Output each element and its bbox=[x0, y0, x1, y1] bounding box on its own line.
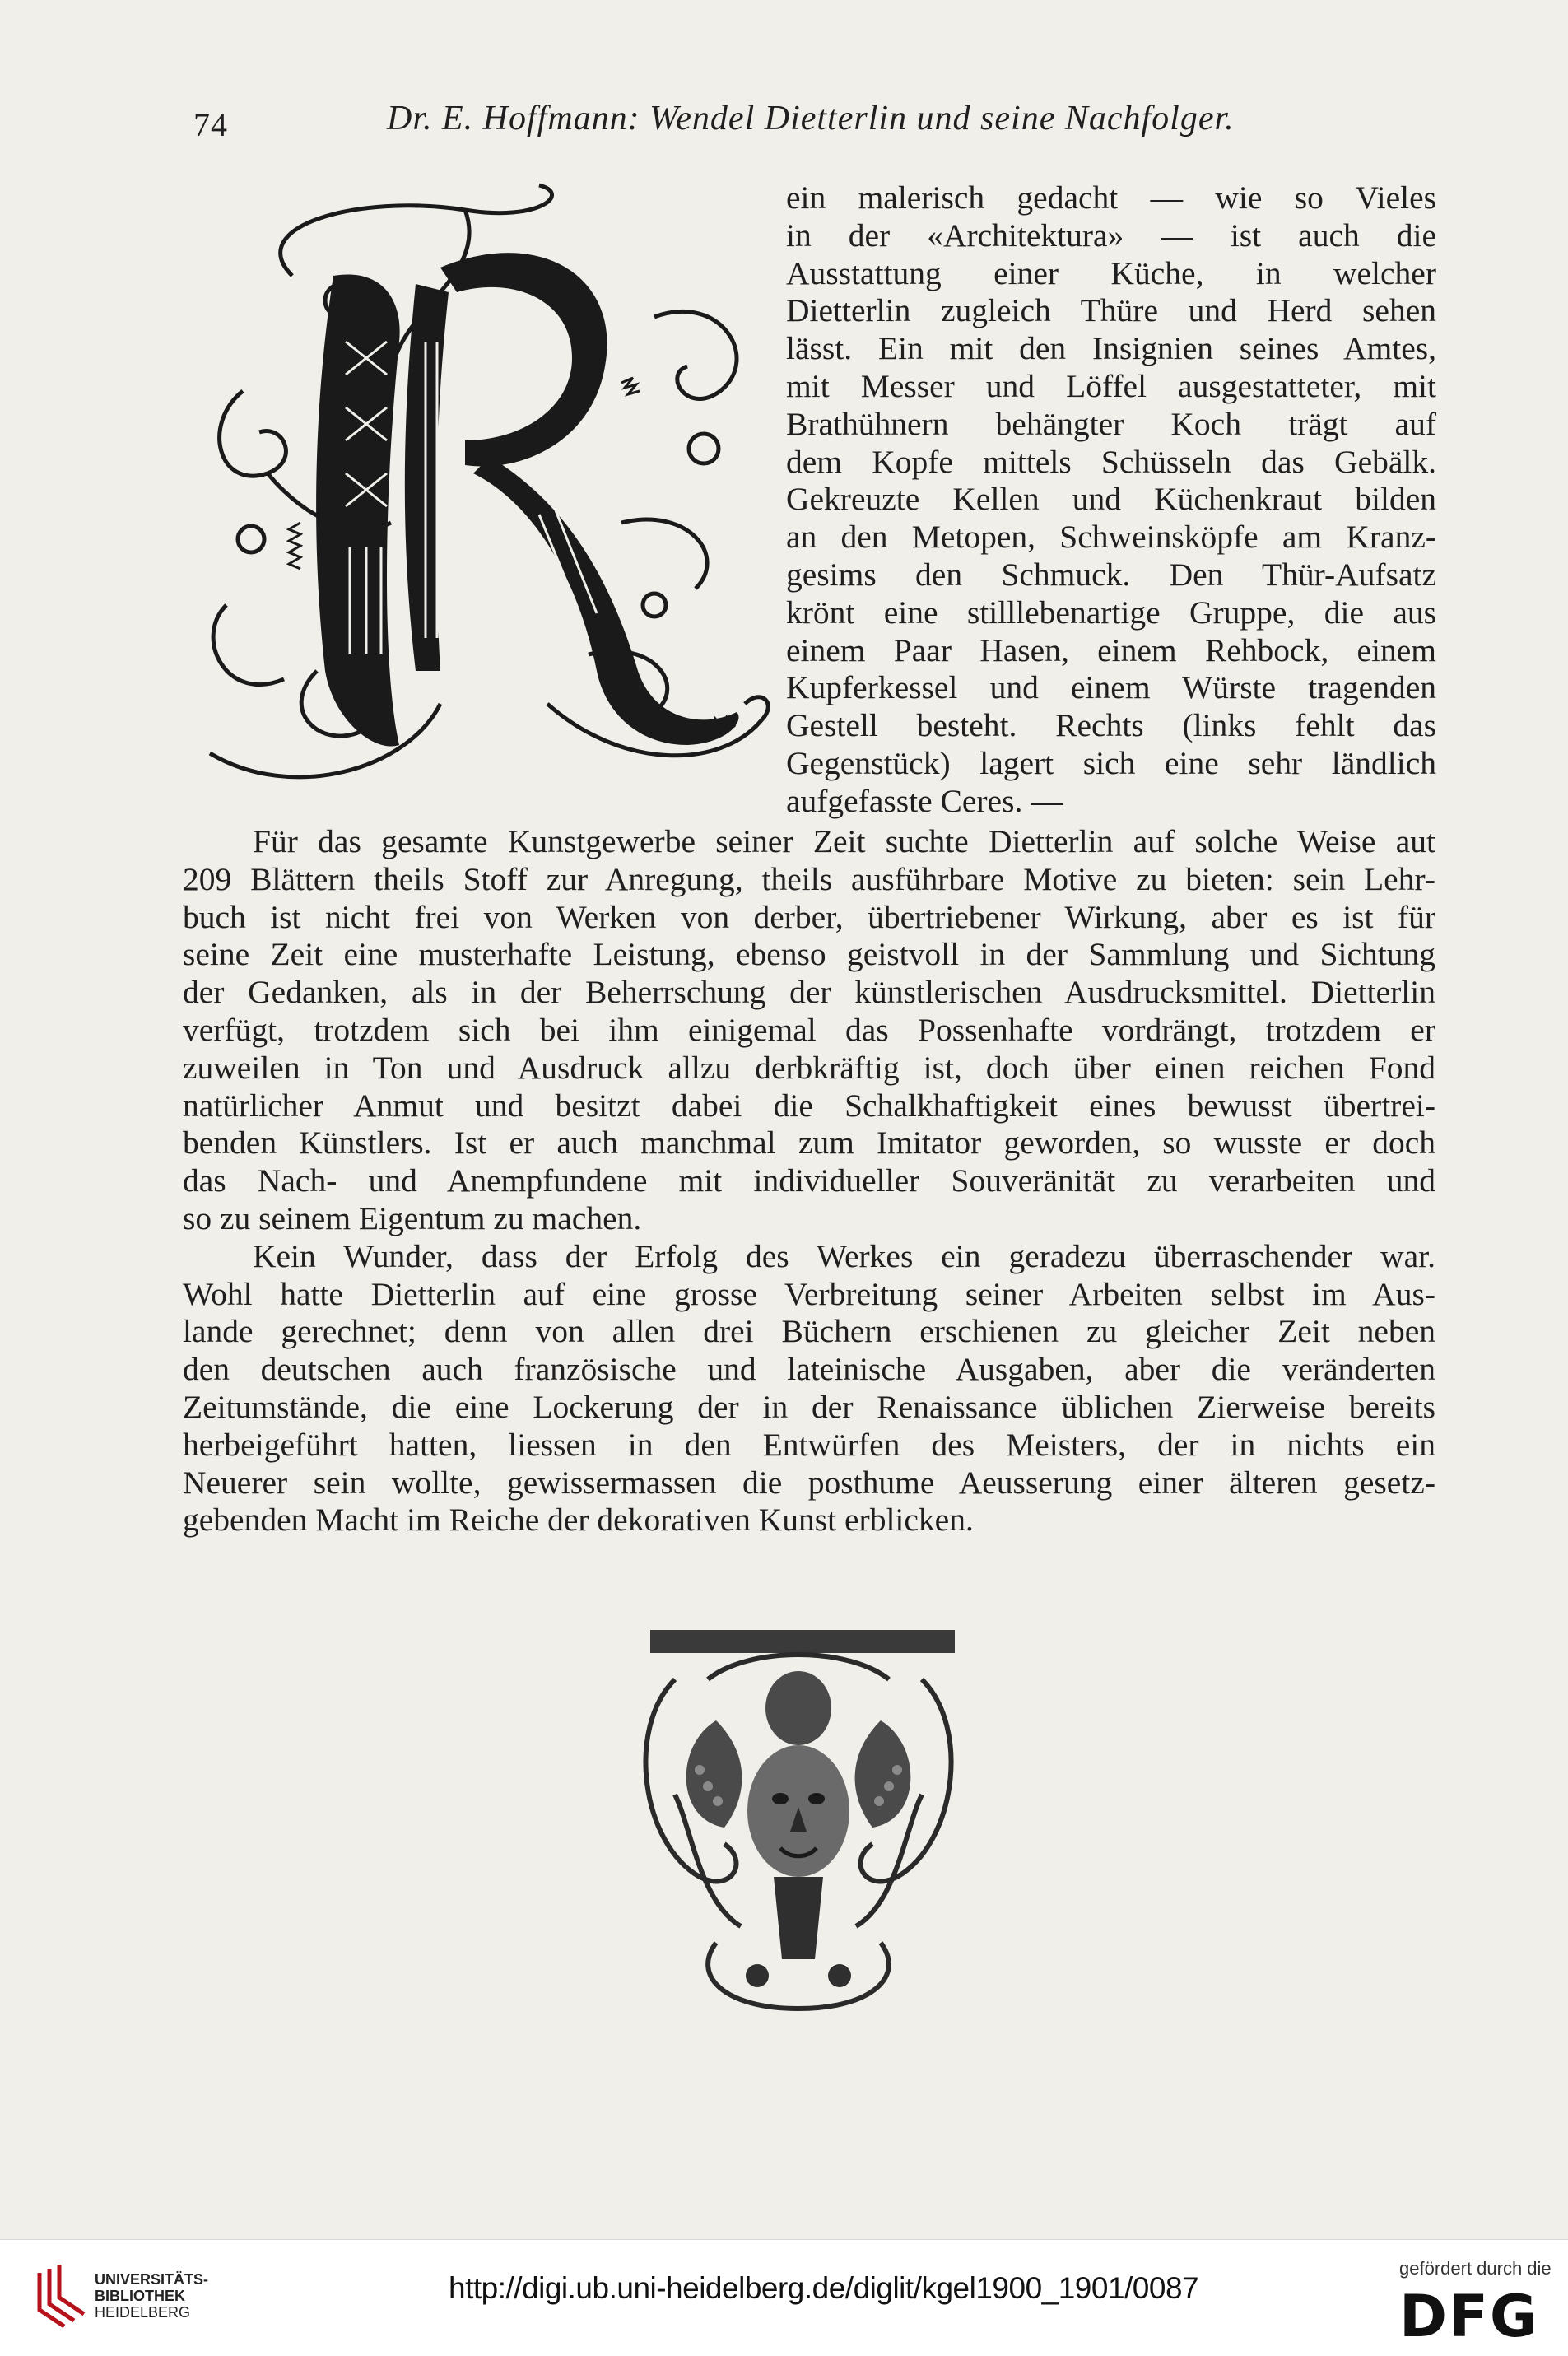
text-line: ein malerisch gedacht — wie so Vieles bbox=[786, 179, 1436, 216]
text-line: Gegenstück) lagert sich eine sehr ländlich bbox=[786, 744, 1436, 781]
paragraph-1-line: benden Künstlers. Ist er auch manchmal zum Imitator geworden, so wusste er doch bbox=[183, 1124, 1435, 1162]
library-name-line: BIBLIOTHEK bbox=[95, 2288, 185, 2304]
paragraph-2-line: Zeitumstände, die eine Lockerung der in der Renaissance üblichen Zierweise bereits bbox=[183, 1388, 1435, 1425]
ornamental-initial-r-icon bbox=[193, 177, 786, 803]
text-line: Dietterlin zugleich Thüre und Herd sehen bbox=[786, 292, 1436, 329]
running-head: Dr. E. Hoffmann: Wendel Dietterlin und seine Nachfolger. bbox=[387, 100, 1235, 137]
library-name-line: UNIVERSITÄTS- bbox=[95, 2271, 209, 2288]
text-line: gesims den Schmuck. Den Thür-Aufsatz bbox=[786, 556, 1436, 593]
text-line: krönt eine stilllebenartige Gruppe, die aus bbox=[786, 594, 1436, 631]
text-line: Brathühnern behängter Koch trägt auf bbox=[786, 405, 1436, 442]
text-line: mit Messer und Löffel ausgestatteter, mit bbox=[786, 367, 1436, 404]
paragraph-1-line: das Nach- und Anempfundene mit individueller Souveränität zu verarbeiten und bbox=[183, 1162, 1435, 1199]
paragraph-2-line: den deutschen auch französische und lateinische Ausgaben, aber die veränderten bbox=[183, 1351, 1435, 1388]
paragraph-2-line: Wohl hatte Dietterlin auf eine grosse Verbreitung seiner Arbeiten selbst im Aus- bbox=[183, 1275, 1435, 1312]
paragraph-1-line: Für das gesamte Kunstgewerbe seiner Zeit suchte Dietterlin auf solche Weise aut bbox=[253, 823, 1435, 859]
page-number: 74 bbox=[193, 106, 228, 143]
text-line: Kupferkessel und einem Würste tragenden bbox=[786, 669, 1436, 706]
university-library-logo-icon bbox=[31, 2265, 89, 2330]
grotesque-mask-ornament-icon bbox=[626, 1630, 971, 2017]
text-line: dem Kopfe mittels Schüsseln das Gebälk. bbox=[786, 443, 1436, 480]
text-line: einem Paar Hasen, einem Rehbock, einem bbox=[786, 631, 1436, 668]
paragraph-1-line: zuweilen in Ton und Ausdruck allzu derbkräftig ist, doch über einen reichen Fond bbox=[183, 1049, 1435, 1086]
library-name-line: HEIDELBERG bbox=[95, 2304, 191, 2321]
paragraph-2-line: lande gerechnet; denn von allen drei Büchern erschienen zu gleicher Zeit neben bbox=[183, 1313, 1435, 1350]
funding-note: gefördert durch die bbox=[1399, 2258, 1552, 2279]
paragraph-1-line: natürlicher Anmut und besitzt dabei die Schalkhaftigkeit eines bewusst übertrei- bbox=[183, 1087, 1435, 1124]
paragraph-1-line: verfügt, trotzdem sich bei ihm einigemal das Possenhafte vordrängt, trotzdem er bbox=[183, 1011, 1435, 1048]
text-line: lässt. Ein mit den Insignien seines Amtes, bbox=[786, 330, 1436, 367]
paragraph-1-line: so zu seinem Eigentum zu machen. bbox=[183, 1199, 642, 1236]
text-line: aufgefasste Ceres. — bbox=[786, 782, 1063, 819]
intro-text-block bbox=[786, 179, 1436, 821]
paragraph-2-line: Neuerer sein wollte, gewissermassen die posthume Aeusserung einer älteren gesetz- bbox=[183, 1464, 1435, 1501]
paragraph-1-line: buch ist nicht frei von Werken von derber, übertriebener Wirkung, aber es ist für bbox=[183, 898, 1435, 935]
paragraph-1-line: seine Zeit eine musterhafte Leistung, ebenso geistvoll in der Sammlung und Sichtung bbox=[183, 936, 1435, 973]
text-line: Gekreuzte Kellen und Küchenkraut bilden bbox=[786, 481, 1436, 518]
paragraph-2-line: herbeigeführt hatten, liessen in den Entwürfen des Meisters, der in nichts ein bbox=[183, 1426, 1435, 1463]
dfg-logo: DFG bbox=[1399, 2283, 1539, 2350]
body-text-block bbox=[183, 823, 1435, 1539]
paragraph-1-line: der Gedanken, als in der Beherrschung der künstlerischen Ausdrucksmittel. Dietterlin bbox=[183, 974, 1435, 1011]
library-name bbox=[95, 2271, 208, 2321]
paragraph-2-line: Kein Wunder, dass der Erfolg des Werkes ein geradezu überraschender war. bbox=[253, 1237, 1435, 1274]
text-line: Ausstattung einer Küche, in welcher bbox=[786, 254, 1436, 291]
permalink-url[interactable]: http://digi.ub.uni-heidelberg.de/diglit/kgel1900_1901/0087 bbox=[449, 2271, 1199, 2305]
paragraph-1-line: 209 Blättern theils Stoff zur Anregung, theils ausführbare Motive zu bieten: sein Lehr- bbox=[183, 860, 1435, 897]
text-line: an den Metopen, Schweinsköpfe am Kranz- bbox=[786, 519, 1436, 556]
text-line: in der «Architektura» — ist auch die bbox=[786, 217, 1436, 254]
paragraph-2-line: gebenden Macht im Reiche der dekorativen Kunst erblicken. bbox=[183, 1502, 974, 1539]
library-footer bbox=[0, 2239, 1568, 2356]
text-line: Gestell besteht. Rechts (links fehlt das bbox=[786, 707, 1436, 744]
